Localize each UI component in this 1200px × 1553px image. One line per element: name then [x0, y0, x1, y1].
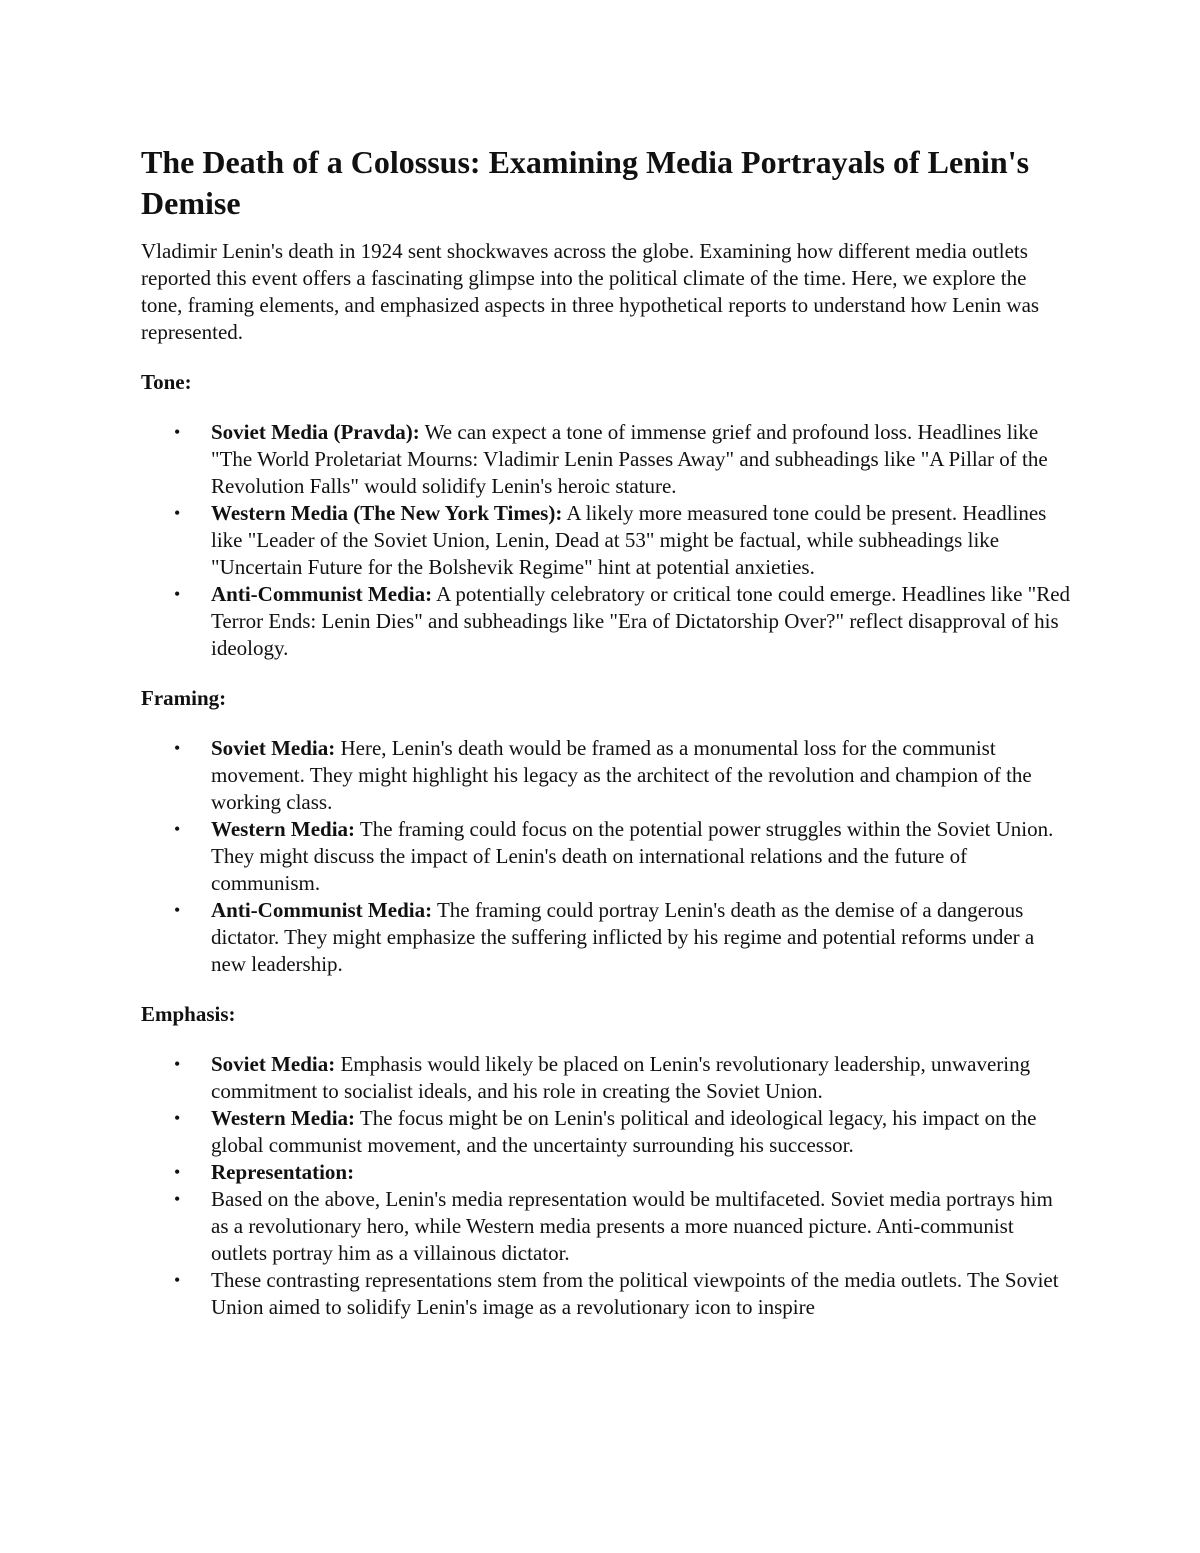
bullet-icon: •: [174, 503, 181, 523]
list-item-text: These contrasting representations stem from the political viewpoints of the media outlets. The Soviet Union aimed to solidify Lenin's image as a revolutionary icon to inspire: [211, 1268, 1064, 1319]
list-item-text: We can expect a tone of immense grief and profound loss. Headlines like "The World Proletariat Mourns: Vladimir Lenin Passes Away" and subheadings like "A Pillar of the Revolution Falls" would solidify Lenin's heroic stature.: [211, 420, 1053, 498]
list-item: [141, 1051, 1071, 1105]
bullet-list: [141, 735, 1071, 978]
list-item-label: Western Media:: [211, 1106, 356, 1130]
bullet-icon: •: [174, 1189, 181, 1209]
list-item-label: Anti-Communist Media:: [211, 582, 433, 606]
list-item: [141, 897, 1071, 978]
list-item-text: A potentially celebratory or critical tone could emerge. Headlines like "Red Terror Ends: Lenin Dies" and subheadings like "Era of Dictatorship Over?" reflect disapproval of his ideology.: [211, 582, 1075, 660]
list-item-text: Here, Lenin's death would be framed as a monumental loss for the communist movement. They might highlight his legacy as the architect of the revolution and champion of the working class.: [211, 736, 1037, 814]
document-body: [141, 142, 1075, 1321]
list-item: [141, 1105, 1071, 1159]
list-item-text: The framing could focus on the potential power struggles within the Soviet Union. They might discuss the impact of Lenin's death on international relations and the future of communism.: [211, 817, 1059, 895]
list-item-text: The framing could portray Lenin's death as the demise of a dangerous dictator. They might emphasize the suffering inflicted by his regime and potential reforms under a new leadership.: [211, 898, 1040, 976]
list-item-label: Soviet Media (Pravda):: [211, 420, 420, 444]
list-item-label: Anti-Communist Media:: [211, 898, 433, 922]
list-item-label: Soviet Media:: [211, 736, 336, 760]
bullet-list: [141, 419, 1075, 662]
bullet-icon: •: [174, 738, 181, 758]
intro-paragraph: Vladimir Lenin's death in 1924 sent shockwaves across the globe. Examining how different media outlets reported this event offers a fascinating glimpse into the political climate of the time. Here, we explore the tone, framing elements, and emphasized aspects in three hypothetical reports to understand how Lenin was represented.: [141, 239, 1040, 344]
list-item-text: The focus might be on Lenin's political and ideological legacy, his impact on the global communist movement, and the uncertainty surrounding his successor.: [211, 1106, 1042, 1157]
list-item-text: A likely more measured tone could be present. Headlines like "Leader of the Soviet Union, Lenin, Dead at 53" might be factual, while subheadings like "Uncertain Future for the Bolshevik Regime" hint at potential anxieties.: [211, 501, 1052, 579]
list-item: [141, 1159, 1071, 1186]
list-item-label: Soviet Media:: [211, 1052, 336, 1076]
list-item: [141, 735, 1071, 816]
document-title: The Death of a Colossus: Examining Media Portrayals of Lenin's Demise: [141, 144, 1030, 221]
bullet-list: [141, 1051, 1071, 1321]
list-item-text: Emphasis would likely be placed on Lenin's revolutionary leadership, unwavering commitment to socialist ideals, and his role in creating the Soviet Union.: [211, 1052, 1036, 1103]
list-item-label: Western Media (The New York Times):: [211, 501, 563, 525]
list-item-text: Based on the above, Lenin's media representation would be multifaceted. Soviet media portrays him as a revolutionary hero, while Western media presents a more nuanced picture. Anti-communist outlets portray him as a villainous dictator.: [211, 1187, 1059, 1265]
list-item: [141, 1267, 1071, 1321]
bullet-icon: •: [174, 900, 181, 920]
section-heading: Tone:: [141, 370, 192, 394]
list-item: [141, 581, 1075, 662]
bullet-icon: •: [174, 819, 181, 839]
bullet-icon: •: [174, 1054, 181, 1074]
list-item-label: Western Media:: [211, 817, 356, 841]
sections-container: [141, 369, 1075, 1321]
bullet-icon: •: [174, 422, 181, 442]
bullet-icon: •: [174, 584, 181, 604]
list-item: [141, 1186, 1071, 1267]
section-heading: Framing:: [141, 686, 227, 710]
bullet-icon: •: [174, 1162, 181, 1182]
bullet-icon: •: [174, 1270, 181, 1290]
section-heading: Emphasis:: [141, 1002, 236, 1026]
list-item: [141, 816, 1071, 897]
list-item-label: Representation:: [211, 1160, 355, 1184]
bullet-icon: •: [174, 1108, 181, 1128]
list-item: [141, 500, 1071, 581]
list-item: [141, 419, 1071, 500]
